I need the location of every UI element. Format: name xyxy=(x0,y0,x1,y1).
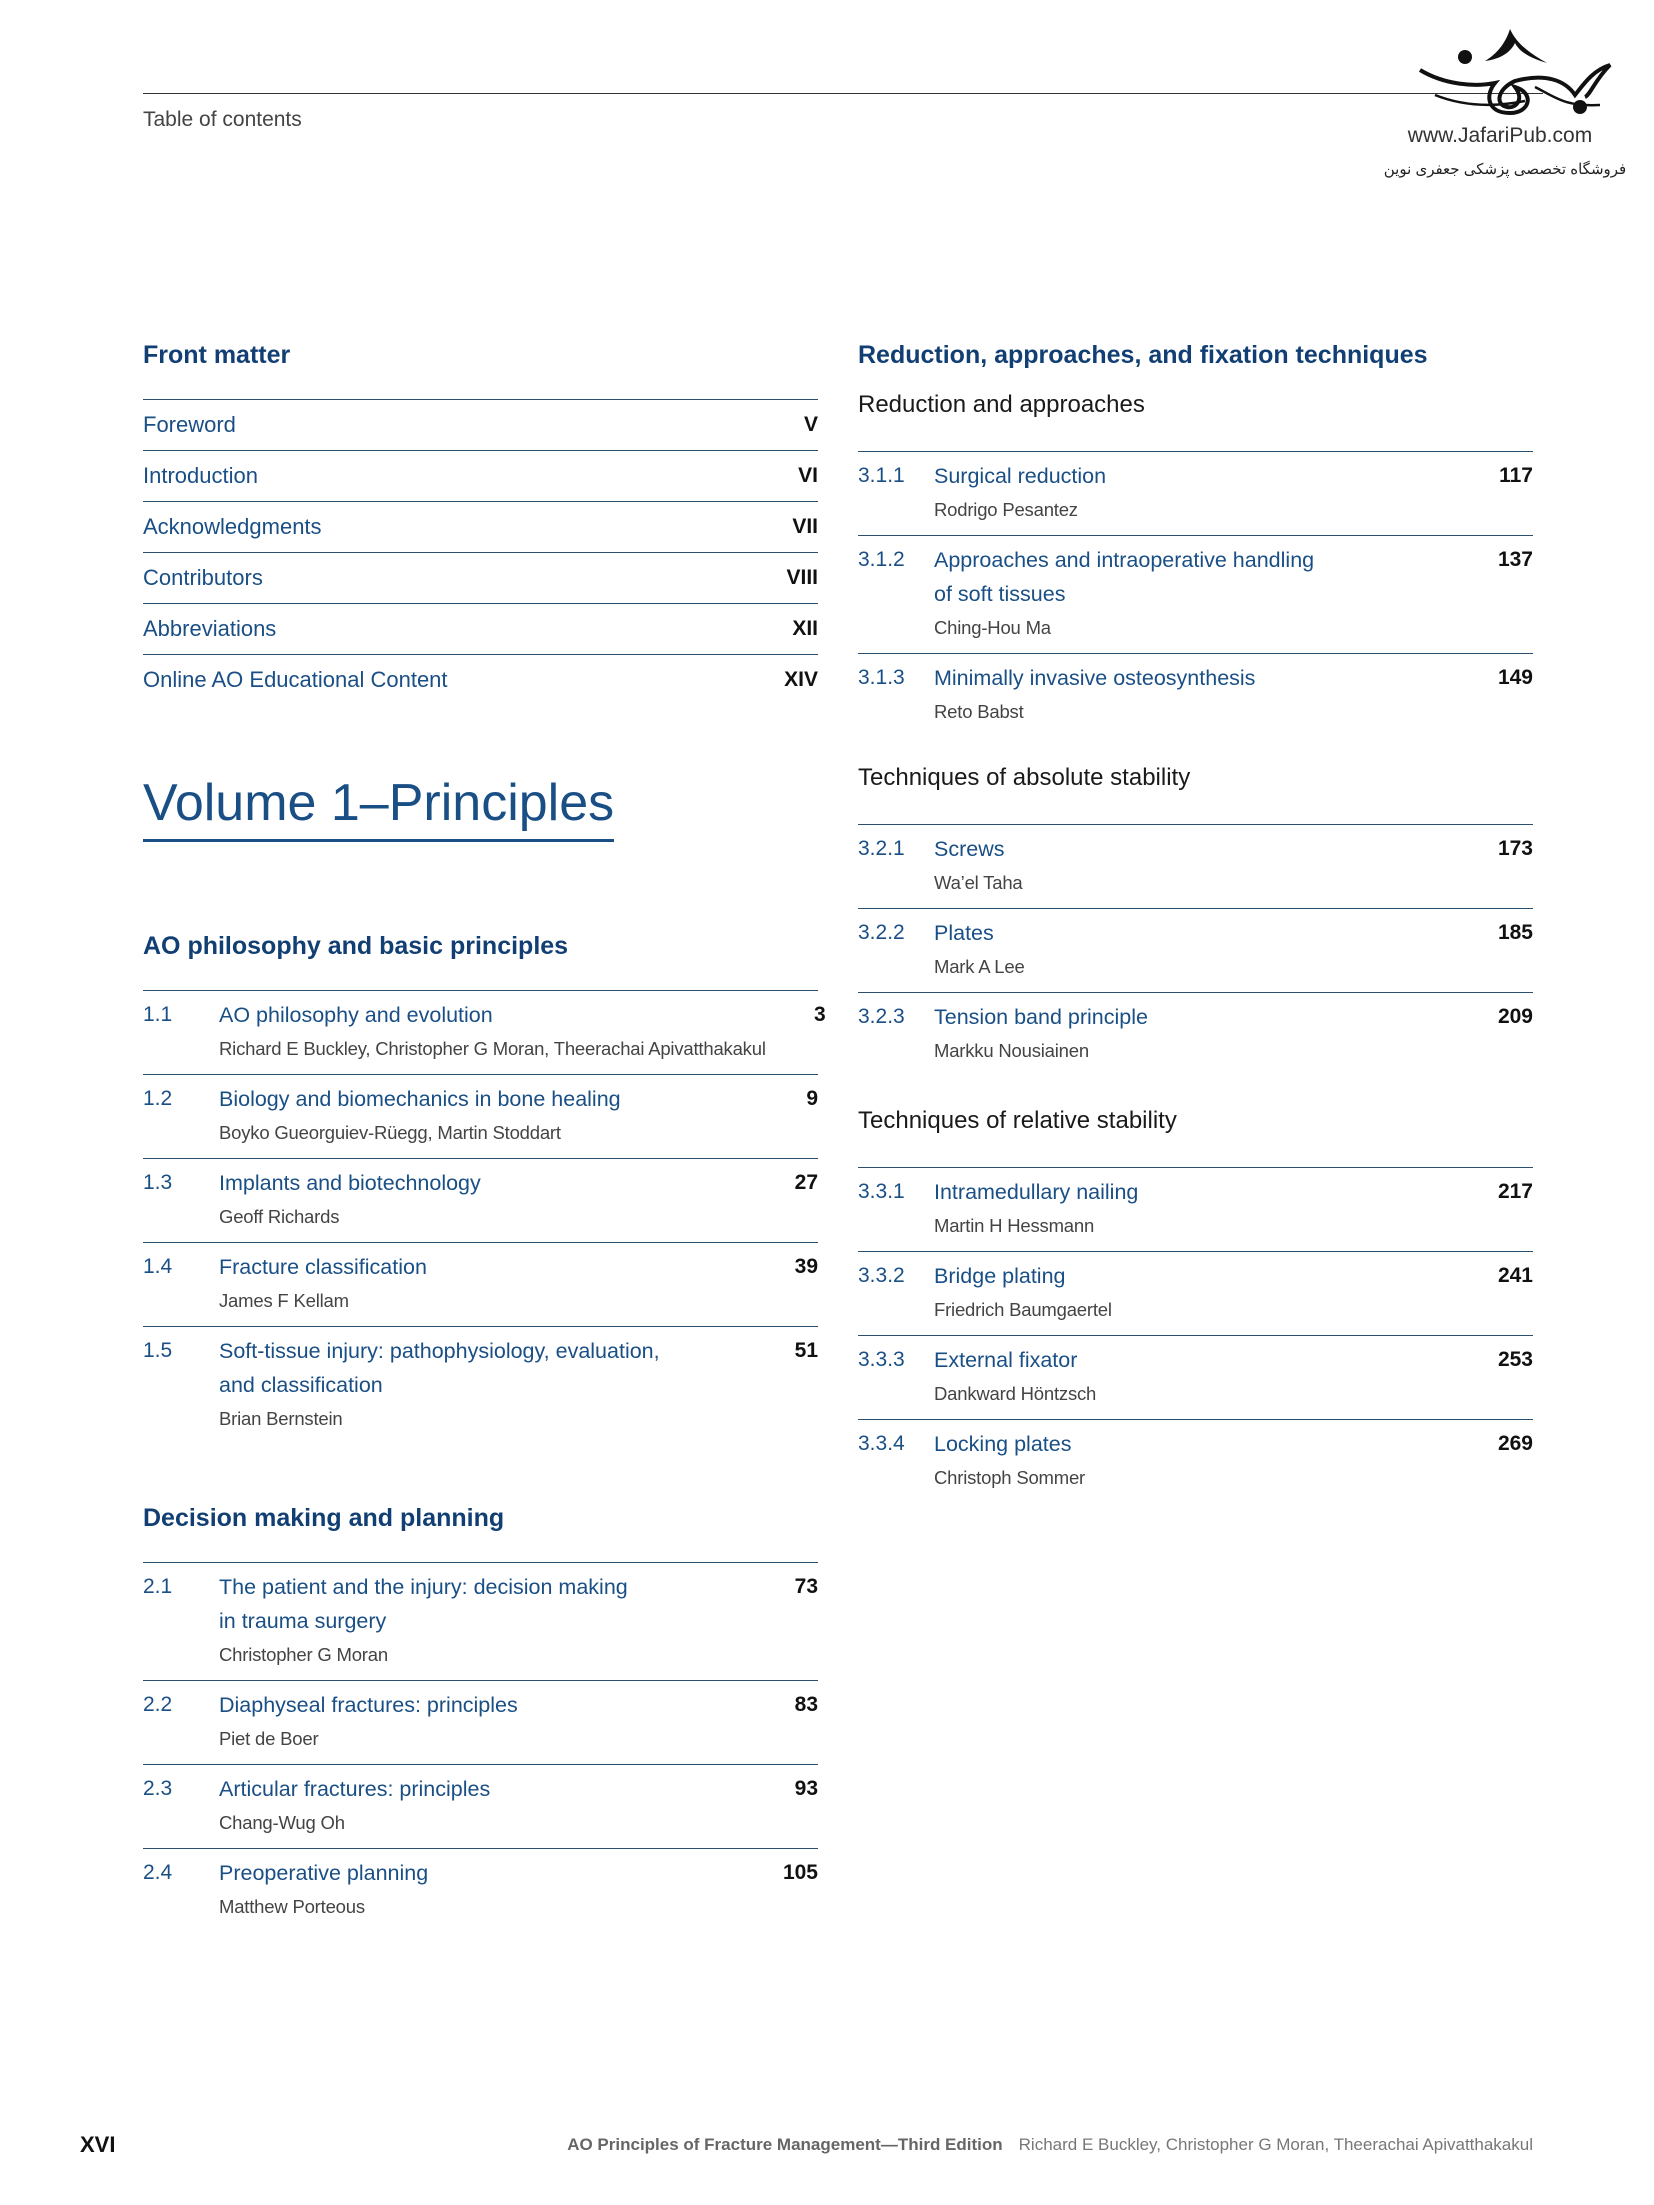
book-authors: Richard E Buckley, Christopher G Moran, Theerachai Apivatthakakul xyxy=(1018,2135,1533,2154)
chapter-author: Ching-Hou Ma xyxy=(934,617,1051,638)
chapter-page: 209 xyxy=(1497,1005,1533,1028)
chapter-body xyxy=(934,1427,1473,1495)
chapter-page: 117 xyxy=(1499,464,1533,487)
chapter-title[interactable]: Bridge plating xyxy=(934,1264,1066,1288)
chapter-body xyxy=(934,543,1473,645)
chapter-entry[interactable] xyxy=(143,1680,818,1764)
toc-row-title[interactable]: Abbreviations xyxy=(143,616,277,641)
chapter-title[interactable]: Soft-tissue injury: pathophysiology, evaluation, and classification xyxy=(219,1339,660,1397)
toc-row-page: VIII xyxy=(786,566,818,589)
chapter-list xyxy=(143,990,826,1444)
chapter-page: 217 xyxy=(1497,1180,1533,1203)
page-number: XVI xyxy=(80,2132,116,2157)
chapter-entry[interactable] xyxy=(143,1326,818,1444)
toc-row[interactable] xyxy=(143,399,818,450)
chapter-entry[interactable] xyxy=(858,653,1533,737)
chapter-author: Christopher G Moran xyxy=(219,1644,388,1665)
chapter-entry[interactable] xyxy=(858,992,1533,1076)
chapter-body xyxy=(219,1772,758,1840)
chapter-entry[interactable] xyxy=(858,908,1533,992)
chapter-entry[interactable] xyxy=(858,1251,1533,1335)
chapter-number: 2.2 xyxy=(143,1693,173,1716)
chapter-entry[interactable] xyxy=(858,535,1533,653)
subsection-heading: Techniques of relative stability xyxy=(858,1107,1177,1134)
chapter-entry[interactable] xyxy=(143,990,826,1074)
chapter-entry[interactable] xyxy=(143,1242,818,1326)
subsection-heading: Reduction and approaches xyxy=(858,391,1145,418)
chapter-entry[interactable] xyxy=(143,1562,818,1680)
toc-row[interactable] xyxy=(143,654,818,705)
chapter-author: Dankward Höntzsch xyxy=(934,1383,1097,1404)
subsection-heading: Techniques of absolute stability xyxy=(858,764,1191,791)
book-title: AO Principles of Fracture Management—Third Edition xyxy=(567,2135,1003,2154)
chapter-entry[interactable] xyxy=(858,1419,1533,1503)
chapter-page: 105 xyxy=(782,1861,818,1884)
chapter-author: Boyko Gueorguiev-Rüegg, Martin Stoddart xyxy=(219,1122,561,1143)
chapter-number: 3.2.1 xyxy=(858,837,905,860)
running-footer xyxy=(567,2135,1533,2155)
chapter-number: 3.2.3 xyxy=(858,1005,905,1028)
left-column xyxy=(143,338,826,1932)
chapter-body xyxy=(219,1166,758,1234)
chapter-page: 241 xyxy=(1497,1264,1533,1287)
publisher-logo xyxy=(1383,25,1635,190)
chapter-title[interactable]: Intramedullary nailing xyxy=(934,1180,1139,1204)
chapter-page: 173 xyxy=(1497,837,1533,860)
chapter-page: 27 xyxy=(794,1171,818,1194)
chapter-title[interactable]: Tension band principle xyxy=(934,1005,1148,1029)
chapter-page: 51 xyxy=(794,1339,818,1362)
chapter-author: Christoph Sommer xyxy=(934,1467,1086,1488)
chapter-page: 73 xyxy=(794,1575,818,1598)
chapter-author: Rodrigo Pesantez xyxy=(934,499,1078,520)
chapter-title[interactable]: Screws xyxy=(934,837,1005,861)
chapter-number: 2.4 xyxy=(143,1861,173,1884)
chapter-author: Markku Nousiainen xyxy=(934,1040,1089,1061)
chapter-page: 9 xyxy=(806,1087,818,1110)
chapter-author: Matthew Porteous xyxy=(219,1896,365,1917)
running-header: Table of contents xyxy=(143,108,302,131)
chapter-author: Wa’el Taha xyxy=(934,872,1023,893)
section-heading: Decision making and planning xyxy=(143,1504,505,1532)
chapter-body xyxy=(934,1175,1473,1243)
right-column xyxy=(858,338,1533,1503)
chapter-list xyxy=(858,451,1533,737)
chapter-body xyxy=(219,1250,758,1318)
chapter-entry[interactable] xyxy=(143,1764,818,1848)
chapter-body xyxy=(219,1570,758,1672)
chapter-title[interactable]: AO philosophy and evolution xyxy=(219,1003,493,1027)
chapter-title[interactable]: Preoperative planning xyxy=(219,1861,429,1885)
section-heading-reduction: Reduction, approaches, and fixation techniques xyxy=(858,341,1428,369)
volume-title-block xyxy=(143,773,818,842)
chapter-author: Reto Babst xyxy=(934,701,1024,722)
chapter-body xyxy=(934,1259,1473,1327)
chapter-number: 2.1 xyxy=(143,1575,173,1598)
chapter-author: Mark A Lee xyxy=(934,956,1025,977)
chapter-number: 3.3.1 xyxy=(858,1180,905,1203)
volume-title: Volume 1–Principles xyxy=(143,773,614,842)
chapter-entry[interactable] xyxy=(143,1848,818,1932)
chapter-body xyxy=(934,661,1473,729)
chapter-number: 2.3 xyxy=(143,1777,173,1800)
logo-url: www.JafariPub.com xyxy=(1407,124,1593,147)
header-rule xyxy=(143,93,1543,94)
chapter-number: 3.3.4 xyxy=(858,1432,905,1455)
chapter-number: 3.3.2 xyxy=(858,1264,905,1287)
chapter-number: 1.4 xyxy=(143,1255,173,1278)
chapter-body xyxy=(934,916,1473,984)
logo-tagline: فروشگاه تخصصی پزشکی جعفری نوین xyxy=(1383,161,1627,178)
chapter-body xyxy=(219,1856,758,1924)
chapter-body xyxy=(219,1334,758,1436)
chapter-page: 137 xyxy=(1497,548,1533,571)
chapter-entry[interactable] xyxy=(858,1167,1533,1251)
chapter-author: James F Kellam xyxy=(219,1290,349,1311)
chapter-title[interactable]: Diaphyseal fractures: principles xyxy=(219,1693,518,1717)
chapter-list xyxy=(858,824,1533,1076)
toc-row-title[interactable]: Introduction xyxy=(143,463,258,488)
chapter-body xyxy=(219,998,766,1066)
chapter-author: Martin H Hessmann xyxy=(934,1215,1095,1236)
toc-row[interactable] xyxy=(143,450,818,501)
chapter-body xyxy=(934,459,1473,527)
toc-row-page: XII xyxy=(792,617,818,640)
chapter-page: 3 xyxy=(814,1003,826,1026)
chapter-entry[interactable] xyxy=(143,1158,818,1242)
chapter-number: 3.1.3 xyxy=(858,666,905,689)
toc-row-page: XIV xyxy=(784,668,818,691)
toc-row-title[interactable]: Online AO Educational Content xyxy=(143,667,448,692)
front-matter-list xyxy=(143,399,818,705)
section-heading-front-matter: Front matter xyxy=(143,341,291,369)
chapter-title[interactable]: Locking plates xyxy=(934,1432,1072,1456)
chapter-author: Chang-Wug Oh xyxy=(219,1812,345,1833)
chapter-title[interactable]: Articular fractures: principles xyxy=(219,1777,491,1801)
chapter-title[interactable]: External fixator xyxy=(934,1348,1078,1372)
chapter-author: Piet de Boer xyxy=(219,1728,319,1749)
chapter-page: 185 xyxy=(1497,921,1533,944)
section-heading: AO philosophy and basic principles xyxy=(143,932,569,960)
toc-row-title[interactable]: Acknowledgments xyxy=(143,514,322,539)
toc-row[interactable] xyxy=(143,501,818,552)
chapter-author: Brian Bernstein xyxy=(219,1408,343,1429)
chapter-author: Geoff Richards xyxy=(219,1206,340,1227)
chapter-title[interactable]: Surgical reduction xyxy=(934,464,1107,488)
chapter-title[interactable]: Fracture classification xyxy=(219,1255,427,1279)
chapter-number: 1.3 xyxy=(143,1171,173,1194)
toc-row-page: VI xyxy=(798,464,818,487)
chapter-page: 93 xyxy=(794,1777,818,1800)
chapter-entry[interactable] xyxy=(858,1335,1533,1419)
chapter-number: 3.2.2 xyxy=(858,921,905,944)
toc-row-title[interactable]: Foreword xyxy=(143,412,236,437)
chapter-entry[interactable] xyxy=(858,824,1533,908)
chapter-page: 253 xyxy=(1497,1348,1533,1371)
chapter-number: 3.1.1 xyxy=(858,464,905,487)
chapter-title[interactable]: Biology and biomechanics in bone healing xyxy=(219,1087,621,1111)
chapter-entry[interactable] xyxy=(858,451,1533,535)
chapter-page: 39 xyxy=(794,1255,818,1278)
chapter-page: 83 xyxy=(794,1693,818,1716)
chapter-body xyxy=(934,1000,1473,1068)
chapter-page: 149 xyxy=(1497,666,1533,689)
toc-row[interactable] xyxy=(143,603,818,654)
chapter-title[interactable]: Minimally invasive osteosynthesis xyxy=(934,666,1256,690)
chapter-number: 3.3.3 xyxy=(858,1348,905,1371)
chapter-body xyxy=(934,832,1473,900)
toc-row[interactable] xyxy=(143,552,818,603)
chapter-number: 1.1 xyxy=(143,1003,173,1026)
chapter-list xyxy=(143,1562,818,1932)
chapter-page: 269 xyxy=(1497,1432,1533,1455)
chapter-title[interactable]: Implants and biotechnology xyxy=(219,1171,481,1195)
chapter-number: 3.1.2 xyxy=(858,548,905,571)
chapter-body xyxy=(219,1082,758,1150)
toc-row-page: V xyxy=(803,413,818,436)
chapter-title[interactable]: The patient and the injury: decision making in trauma surgery xyxy=(219,1575,628,1633)
chapter-title[interactable]: Plates xyxy=(934,921,994,945)
toc-row-page: VII xyxy=(792,515,818,538)
chapter-author: Friedrich Baumgaertel xyxy=(934,1299,1112,1320)
chapter-number: 1.2 xyxy=(143,1087,173,1110)
chapter-body xyxy=(934,1343,1473,1411)
chapter-title[interactable]: Approaches and intraoperative handling of soft tissues xyxy=(934,548,1315,606)
chapter-list xyxy=(858,1167,1533,1503)
chapter-entry[interactable] xyxy=(143,1074,818,1158)
chapter-number: 1.5 xyxy=(143,1339,173,1362)
calligraphy-logo-icon xyxy=(1415,25,1615,125)
chapter-body xyxy=(219,1688,758,1756)
chapter-author: Richard E Buckley, Christopher G Moran, Theerachai Apivatthakakul xyxy=(219,1038,766,1059)
toc-row-title[interactable]: Contributors xyxy=(143,565,263,590)
